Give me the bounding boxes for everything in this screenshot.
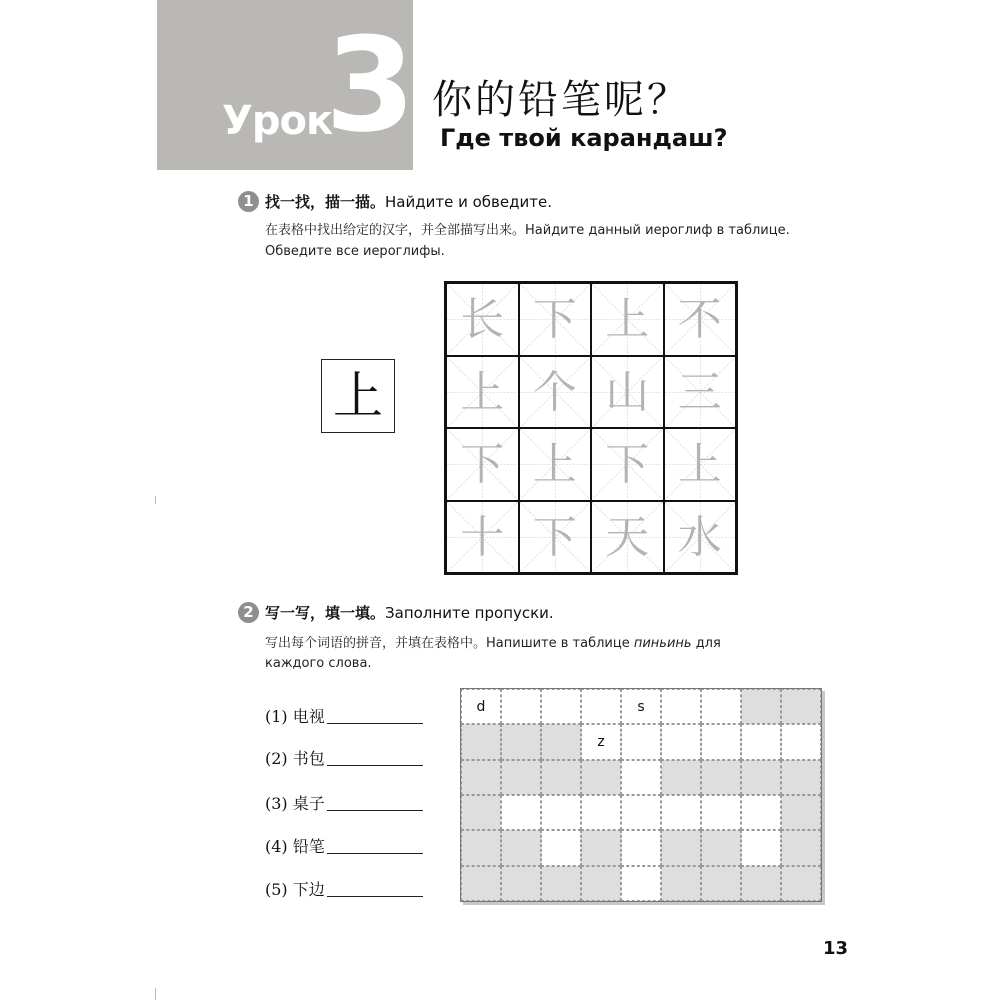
- pinyin-cell-blocked: [781, 830, 821, 865]
- task2-desc-italic: пиньинь: [633, 636, 692, 651]
- grid-character: 三: [677, 366, 722, 418]
- answer-line[interactable]: [327, 765, 423, 766]
- lesson-number: 3: [325, 9, 416, 161]
- task1-number-badge: 1: [238, 191, 259, 212]
- character-cell[interactable]: [591, 501, 664, 574]
- grid-character: 山: [605, 366, 650, 418]
- pinyin-cell[interactable]: [621, 866, 661, 901]
- answer-line[interactable]: [327, 896, 423, 897]
- task1-description-line1: 在表格中找出给定的汉字，并全部描写出来。Найдите данный иероглиф в таблице.: [265, 223, 790, 238]
- margin-mark: [155, 496, 156, 504]
- margin-mark: [155, 988, 156, 1000]
- pinyin-cell[interactable]: [781, 724, 821, 759]
- pinyin-cell-blocked: [501, 760, 541, 795]
- vocab-word: (2) 书包: [265, 749, 325, 768]
- character-cell[interactable]: [591, 428, 664, 501]
- pinyin-cell[interactable]: [661, 795, 701, 830]
- pinyin-cell-blocked: [461, 724, 501, 759]
- grid-character: 天: [605, 511, 650, 563]
- task2-title: [265, 602, 554, 623]
- pinyin-cell[interactable]: [741, 795, 781, 830]
- grid-character: 下: [460, 439, 505, 490]
- vocab-word: (1) 电视: [265, 707, 325, 726]
- pinyin-cell[interactable]: z: [581, 724, 621, 759]
- pinyin-cell-blocked: [541, 724, 581, 759]
- pinyin-cell[interactable]: [661, 689, 701, 724]
- pinyin-cell-blocked: [581, 830, 621, 865]
- pinyin-cell[interactable]: [501, 689, 541, 724]
- pinyin-cell-blocked: [781, 795, 821, 830]
- pinyin-cell-blocked: [661, 830, 701, 865]
- grid-character: 上: [532, 439, 577, 490]
- character-cell[interactable]: [519, 356, 592, 429]
- pinyin-cell[interactable]: [701, 795, 741, 830]
- vocab-word: (5) 下边: [265, 880, 325, 899]
- pinyin-cell-blocked: [781, 689, 821, 724]
- pinyin-cell[interactable]: s: [621, 689, 661, 724]
- task2-title-chinese: 写一写，填一填。: [265, 604, 386, 622]
- pinyin-cell[interactable]: [581, 689, 621, 724]
- pinyin-crossword-grid: [460, 688, 822, 902]
- pinyin-cell[interactable]: [501, 795, 541, 830]
- pinyin-cell[interactable]: [741, 830, 781, 865]
- pinyin-cell[interactable]: [701, 724, 741, 759]
- pinyin-cell-blocked: [741, 866, 781, 901]
- pinyin-cell-blocked: [701, 830, 741, 865]
- page-number: 13: [823, 938, 849, 959]
- pinyin-cell[interactable]: [621, 760, 661, 795]
- vocab-word: (4) 铅笔: [265, 837, 325, 856]
- character-cell[interactable]: [519, 428, 592, 501]
- character-cell[interactable]: [591, 356, 664, 429]
- pinyin-cell[interactable]: [541, 830, 581, 865]
- pinyin-cell-blocked: [501, 866, 541, 901]
- pinyin-cell-blocked: [541, 760, 581, 795]
- task2-desc-prefix: 写出每个词语的拼音，并填在表格中。Напишите в таблице: [265, 636, 634, 651]
- grid-character: 下: [532, 294, 577, 345]
- pinyin-cell-blocked: [741, 689, 781, 724]
- pinyin-cell-blocked: [461, 866, 501, 901]
- vocab-word: (3) 桌子: [265, 794, 325, 813]
- pinyin-cell-blocked: [541, 866, 581, 901]
- grid-character: 下: [605, 439, 650, 490]
- character-cell[interactable]: [446, 428, 519, 501]
- grid-character: 上: [677, 439, 722, 490]
- lesson-title-russian: Где твой карандаш?: [440, 124, 728, 152]
- pinyin-cell-blocked: [701, 866, 741, 901]
- task2-description-line2: каждого слова.: [265, 656, 372, 671]
- task2-description-line1: [265, 633, 721, 654]
- task2-desc-suffix: для: [691, 636, 721, 651]
- grid-character: 个: [532, 366, 577, 418]
- pinyin-cell[interactable]: d: [461, 689, 501, 724]
- pinyin-cell-blocked: [501, 724, 541, 759]
- grid-character: 上: [605, 294, 650, 345]
- grid-character: 不: [677, 294, 722, 345]
- answer-line[interactable]: [327, 853, 423, 854]
- character-search-grid: [444, 281, 738, 575]
- pinyin-cell[interactable]: [541, 689, 581, 724]
- pinyin-cell[interactable]: [621, 724, 661, 759]
- target-character: 上: [333, 367, 383, 425]
- pinyin-cell-blocked: [581, 760, 621, 795]
- character-cell[interactable]: [446, 283, 519, 356]
- character-cell[interactable]: [446, 356, 519, 429]
- grid-character: 长: [460, 294, 505, 345]
- pinyin-cell-blocked: [661, 866, 701, 901]
- lesson-title-chinese: 你的铅笔呢？: [432, 77, 690, 123]
- pinyin-cell[interactable]: [661, 724, 701, 759]
- pinyin-cell-blocked: [461, 795, 501, 830]
- task1-title-chinese: 找一找，描一描。: [265, 193, 386, 211]
- answer-line[interactable]: [327, 810, 423, 811]
- character-cell[interactable]: [519, 501, 592, 574]
- character-cell[interactable]: [519, 283, 592, 356]
- pinyin-cell-blocked: [661, 760, 701, 795]
- pinyin-cell-blocked: [701, 760, 741, 795]
- character-cell[interactable]: [664, 356, 737, 429]
- pinyin-cell-blocked: [461, 830, 501, 865]
- grid-character: 水: [677, 511, 722, 563]
- answer-line[interactable]: [327, 723, 423, 724]
- pinyin-cell[interactable]: [621, 830, 661, 865]
- pinyin-cell[interactable]: [581, 795, 621, 830]
- character-cell[interactable]: [664, 283, 737, 356]
- pinyin-cell[interactable]: [741, 724, 781, 759]
- lesson-label: Урок: [222, 98, 333, 144]
- task2-title-russian: Заполните пропуски.: [385, 604, 554, 622]
- pinyin-cell-blocked: [741, 760, 781, 795]
- task1-title-russian: Найдите и обведите.: [385, 193, 552, 211]
- grid-character: 上: [460, 366, 505, 418]
- character-cell[interactable]: [664, 501, 737, 574]
- pinyin-cell[interactable]: [621, 795, 661, 830]
- pinyin-cell-blocked: [501, 830, 541, 865]
- grid-character: 下: [532, 511, 577, 563]
- character-cell[interactable]: [664, 428, 737, 501]
- pinyin-cell-blocked: [781, 760, 821, 795]
- character-cell[interactable]: [446, 501, 519, 574]
- pinyin-cell-blocked: [581, 866, 621, 901]
- pinyin-cell-blocked: [781, 866, 821, 901]
- pinyin-cell-blocked: [461, 760, 501, 795]
- pinyin-cell[interactable]: [701, 689, 741, 724]
- task1-title: [265, 191, 552, 212]
- character-cell[interactable]: [591, 283, 664, 356]
- grid-character: 十: [460, 511, 505, 563]
- pinyin-cell[interactable]: [541, 795, 581, 830]
- task1-description-line2: Обведите все иероглифы.: [265, 244, 445, 259]
- task2-number-badge: 2: [238, 602, 259, 623]
